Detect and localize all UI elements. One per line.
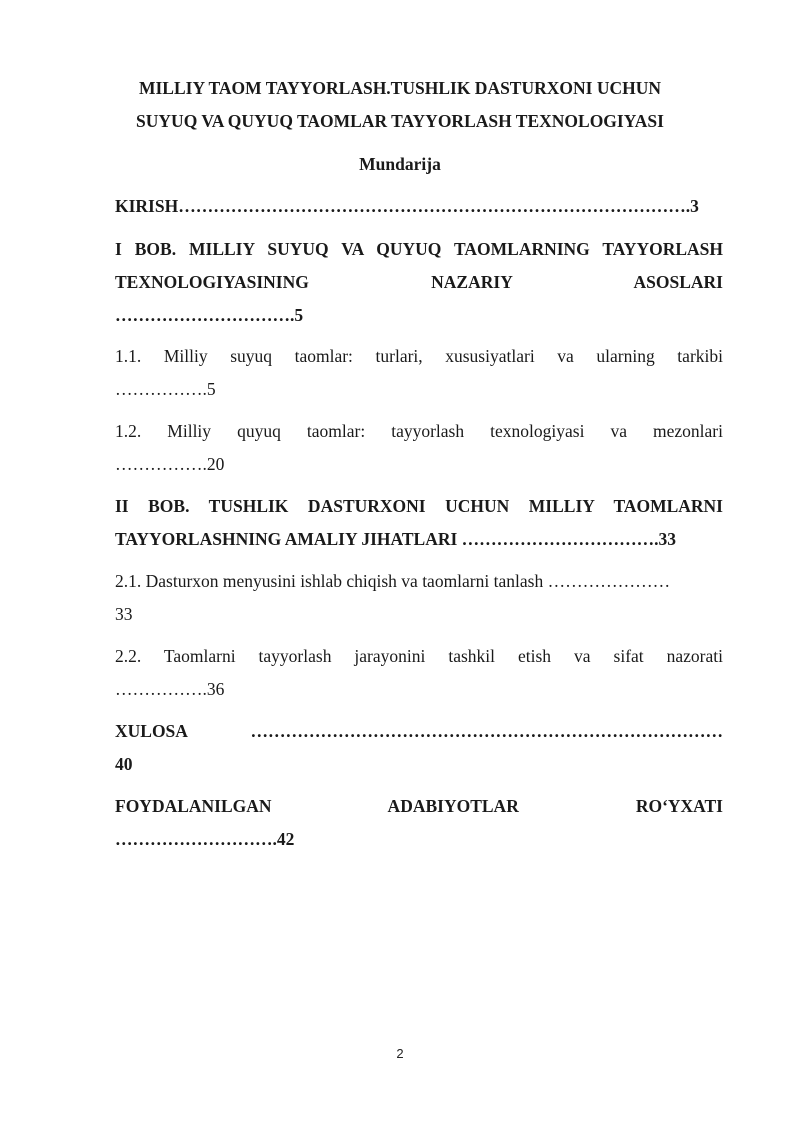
toc-ch2-line-2: TAYYORLASHNING AMALIY JIHATLARI …………………………….33 bbox=[115, 529, 677, 549]
contents-heading: Mundarija bbox=[359, 154, 441, 174]
toc-ch1-line-2: TEXNOLOGIYASINING NAZARIY ASOSLARI bbox=[115, 272, 723, 292]
toc-s22-line-1: 2.2. Taomlarni tayyorlash jarayonini tashkil etish va sifat nazorati bbox=[115, 646, 723, 666]
toc-s12-line-2: …………….20 bbox=[115, 454, 225, 474]
toc-entry-section-1-1 bbox=[115, 340, 723, 406]
title-line-2: SUYUQ VA QUYUQ TAOMLAR TAYYORLASH TEXNOLOGIYASI bbox=[136, 111, 664, 131]
toc-entry-chapter-2 bbox=[115, 490, 723, 556]
toc-s21-line-1: 2.1. Dasturxon menyusini ishlab chiqish va taomlarni tanlash ………………… bbox=[115, 571, 671, 591]
toc-conclusion-line-2: 40 bbox=[115, 754, 133, 774]
toc-entry-intro bbox=[115, 190, 723, 223]
toc-s22-line-2: …………….36 bbox=[115, 679, 225, 699]
title-line-1: MILLIY TAOM TAYYORLASH.TUSHLIK DASTURXONI UCHUN bbox=[138, 78, 661, 98]
toc-entry-chapter-1 bbox=[115, 233, 723, 332]
toc-ch1-line-3: ………………………….5 bbox=[115, 305, 304, 325]
toc-entry-section-1-2 bbox=[115, 415, 723, 481]
toc-entry-references bbox=[115, 790, 723, 856]
toc-intro-text: KIRISH…………………………………………………………………………….3 bbox=[115, 196, 699, 216]
toc-s12-line-1: 1.2. Milliy quyuq taomlar: tayyorlash texnologiyasi va mezonlari bbox=[115, 421, 723, 441]
toc-refs-line-2: ……………………….42 bbox=[115, 829, 295, 849]
table-of-contents bbox=[115, 190, 723, 866]
document-title bbox=[90, 72, 710, 138]
toc-s11-line-2: …………….5 bbox=[115, 379, 216, 399]
page-number: 2 bbox=[396, 1046, 404, 1061]
toc-entry-section-2-1 bbox=[115, 565, 723, 631]
toc-refs-line-1: FOYDALANILGAN ADABIYOTLAR RO‘YXATI bbox=[115, 796, 723, 816]
toc-ch1-line-1: I BOB. MILLIY SUYUQ VA QUYUQ TAOMLARNING TAYYORLASH bbox=[115, 239, 723, 259]
toc-entry-conclusion bbox=[115, 715, 723, 781]
toc-entry-section-2-2 bbox=[115, 640, 723, 706]
toc-conclusion-line-1: XULOSA ……………………………………………………………………… bbox=[115, 721, 723, 741]
toc-ch2-line-1: II BOB. TUSHLIK DASTURXONI UCHUN MILLIY TAOMLARNI bbox=[115, 496, 723, 516]
toc-s21-line-2: 33 bbox=[115, 604, 133, 624]
toc-s11-line-1: 1.1. Milliy suyuq taomlar: turlari, xususiyatlari va ularning tarkibi bbox=[115, 346, 723, 366]
